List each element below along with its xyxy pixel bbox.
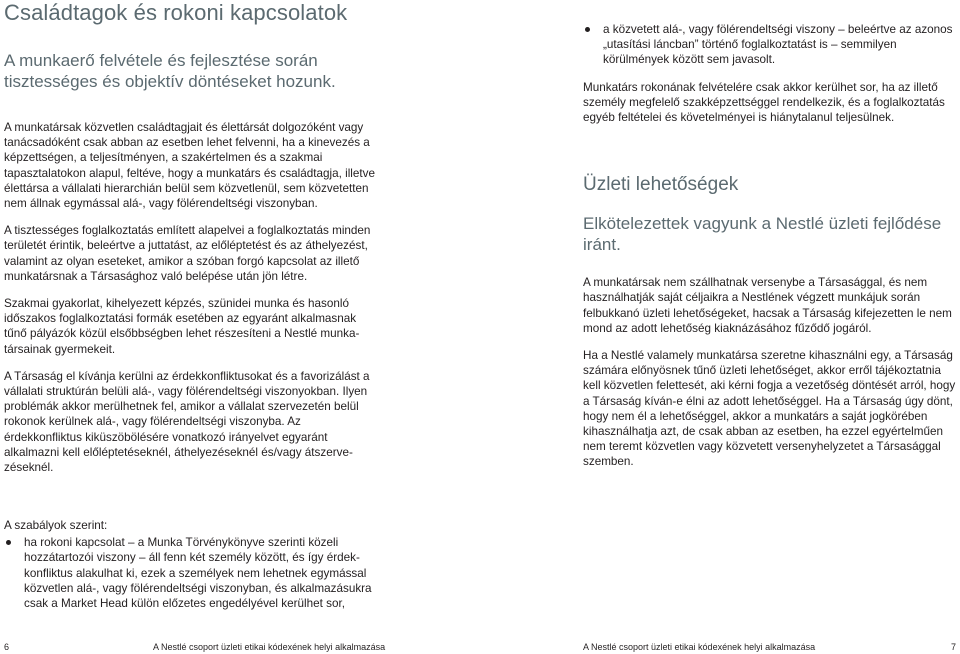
footer-running-title-left: A Nestlé csoport üzleti etikai kódexének helyi alkalmazása [153, 642, 386, 652]
list-item [583, 22, 958, 68]
right-column [583, 22, 958, 482]
rule-text: a közvetett alá-, vagy fölérendeltségi viszony – beleértve az azonos „utasítási láncban” történő foglalkoztatást is – semmilyen körülmények között sem javasolt. [603, 23, 953, 67]
list-item [4, 535, 379, 611]
footer-running-title-right: A Nestlé csoport üzleti etikai kódexének helyi alkalmazása [583, 642, 816, 652]
paragraph-business-opportunity: Ha a Nestlé valamely munkatársa szeretne kihasználni egy, a Társaság számára előnyösnek tűnő üzleti lehetőséget, akkor erről tájékoztatnia kell közvetlen felettesét, aki kérni fogja a vezetőség döntését arról, hogy a Társaság kíván-e élni az adott lehetőséggel. Ha a Társaság úgy dönt, hogy nem él a lehetőséggel, akkor a munkatárs a saját jogkörében kihasználhatja azt, de csak abban az esetben, ha ezzel egyértelműen nem teremt közvetlen vagy közvetett versenyhelyzetet a Társasággal szemben. [583, 349, 956, 469]
paragraph-no-competition: A munkatársak nem szállhatnak versenybe a Társasággal, és nem használhatják saját céljaikra a Nestlének végzett munkájuk során felbukkanó üzleti lehetőségeket, hacsak a Társaság kifejezetten le nem mond az adott lehetőség kiaknázásához fűződő jogáról. [583, 276, 952, 335]
paragraph-conflict-of-interest: A Társaság el kívánja kerülni az érdekkonfliktusokat és a favorizálást a vállalati struktúrán belüli alá-, vagy fölérendeltségi viszonyokban. Ilyen problémák akkor merülhetnek fel, amikor a vállalat szervezetén belül rokonok kerülnek alá-, vagy fölérendeltségi viszonyba. Az érdekkonfliktus kiküszöbölésére vonatkozó irányelvet egyaránt alkalmazni kell előléptetéseknél, áthelyezéseknél és/vagy átszervezéseknél. [4, 369, 370, 475]
rules-list [4, 535, 379, 611]
paragraph-fair-employment: A tisztességes foglalkoztatás említett alapelvei a foglalkoztatás minden területét érintik, beleértve a juttatást, az előléptetést és az áthelyezést, valamint az olyan eseteket, amikor a szóban forgó kapcsolat az illető munkatársnak a Társasághoz való belépése után jön létre. [4, 224, 371, 283]
bullet-icon [6, 540, 11, 545]
rules-intro: A szabályok szerint: [4, 519, 108, 532]
footer-page-number-right: 7 [951, 642, 957, 652]
paragraph-relative-hiring: Munkatárs rokonának felvételére csak akkor kerülhet sor, ha az illető személy megfelelő szakképzettséggel rendelkezik, és a foglalkoztatás egyéb feltételei és követelményei is hiánytalanul teljesülnek. [583, 80, 945, 125]
bullet-icon [585, 27, 590, 32]
footer-page-number-left: 6 [4, 642, 10, 652]
paragraph-family-employment: A munkatársak közvetlen családtagjait és élettársát dolgozóként vagy tanácsadóként csak abban az esetben lehet felvenni, ha a kinevezés a képzettségen, a teljesítményen, a szakértelmen és a szakmai tapasztalatokon alapul, feltéve, hogy a munkatárs és családtagja, illetve élettársa a vállalati hierarchián belül sem közvetlenül, sem közvetetten nem állnak egymással alá-, vagy fölérendeltségi viszonyban. [4, 121, 375, 211]
page-title: Családtagok és rokoni kapcsolatok [4, 0, 348, 25]
paragraph-internships: Szakmai gyakorlat, kihelyezett képzés, szünidei munka és hasonló időszakos foglalkoztatási formák esetében az egyaránt alkalmasnak tűnő pályázók közül elsőbbségben lehet részesíteni a Nestlé munkatársainak gyermekeit. [4, 297, 360, 356]
left-column [4, 0, 379, 475]
rule-text: ha rokoni kapcsolat – a Munka Törvénykönyve szerinti közeli hozzátartozói viszony – áll fenn két személy között, és így érdekkonfliktus alakulhat ki, ezek a személyek nem lehetnek egymással közvetlen alá-, vagy fölérendeltségi viszonyban, és alkalmazásukra csak a Market Head külön előzetes engedélyével kerülhet sor, [24, 536, 372, 611]
section-title: Üzleti lehetőségek [583, 174, 739, 196]
rules-block [4, 518, 379, 611]
section-subtitle: Elkötelezettek vagyunk a Nestlé üzleti fejlődése iránt. [583, 214, 942, 255]
rules-list-continued [583, 22, 958, 68]
page-subtitle: A munkaerő felvétele és fejlesztése során tisztességes és objektív döntéseket hozunk. [4, 51, 336, 91]
